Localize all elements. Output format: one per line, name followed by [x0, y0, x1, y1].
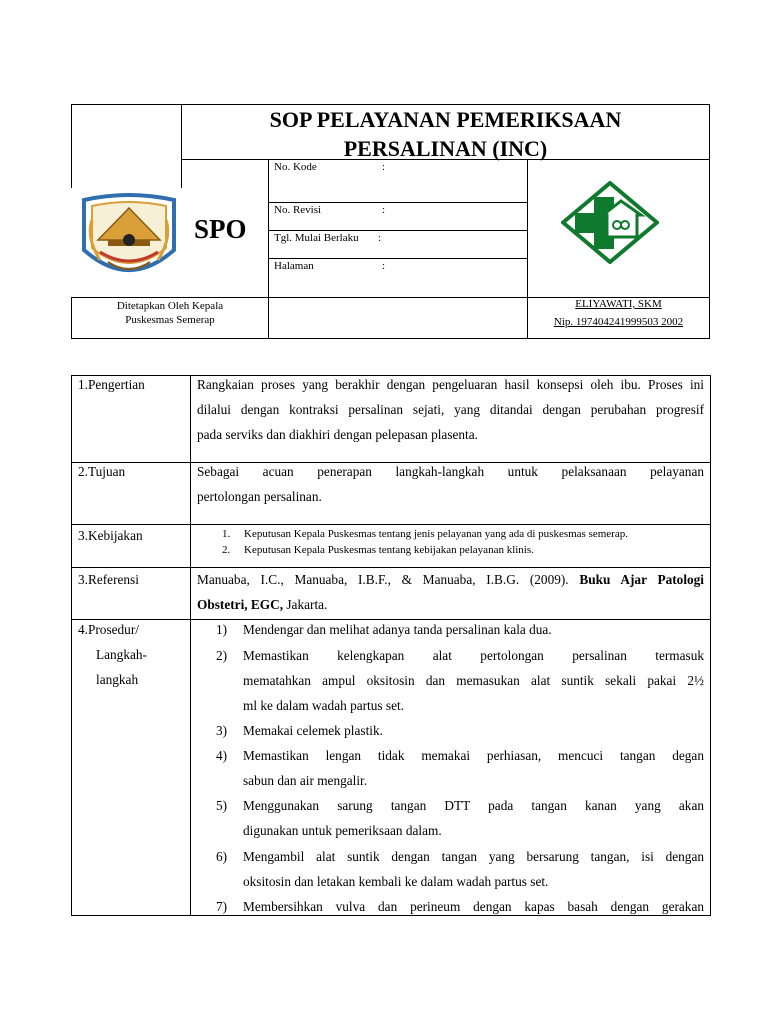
- kebijakan-item-2: Keputusan Kepala Puskesmas tentang kebijakan pelayanan klinis.: [244, 544, 534, 556]
- referensi-line-1: [197, 567, 704, 592]
- signer-name: ELIYAWATI, SKM: [575, 298, 662, 310]
- step-3-num: 3): [216, 723, 228, 738]
- kebijakan-item-2-num: 2.: [222, 544, 231, 556]
- kebijakan-item-1-num: 1.: [222, 528, 231, 540]
- step-3-line-1: Memakai celemek plastik.: [243, 723, 383, 738]
- step-1-num: 1): [216, 622, 228, 637]
- step-2-line-1: Memastikan kelengkapan alat pertolongan persalinan termasuk: [243, 648, 704, 663]
- kebijakan-item-1: Keputusan Kepala Puskesmas tentang jenis pelayanan yang ada di puskesmas semerap.: [244, 528, 628, 540]
- step-7-line-1: Membersihkan vulva dan perineum dengan kapas basah dengan gerakan: [243, 899, 704, 914]
- field-no-kode-label: No. Kode: [274, 161, 317, 173]
- ditetapkan-line-2: Puskesmas Semerap: [125, 314, 215, 326]
- puskesmas-logo: [561, 181, 659, 264]
- step-6-line-1: Mengambil alat suntik dengan tangan yang bersarung tangan, isi dengan: [243, 849, 704, 864]
- referensi-text-tail: Jakarta.: [283, 597, 328, 612]
- step-7-num: 7): [216, 899, 228, 914]
- step-2-line-3: ml ke dalam wadah partus set.: [243, 698, 404, 713]
- step-4-line-2: sabun dan air mengalir.: [243, 773, 368, 788]
- pengertian-label: 1.Pengertian: [78, 377, 145, 392]
- field-no-revisi-colon: :: [382, 204, 386, 216]
- step-5-num: 5): [216, 798, 228, 813]
- step-1-line-1: Mendengar dan melihat adanya tanda persalinan kala dua.: [243, 622, 552, 637]
- pengertian-line-2: dilalui dengan kontraksi persalinan sejati, yang ditandai dengan perubahan progresif: [197, 402, 704, 417]
- step-2-num: 2): [216, 648, 228, 663]
- referensi-line-2: [197, 592, 327, 617]
- signer-nip: Nip. 197404241999503 2002: [553, 316, 684, 328]
- field-tgl-mulai-colon: :: [378, 232, 382, 244]
- title-line-2: PERSALINAN (INC): [343, 136, 548, 161]
- referensi-book-title-1: Buku Ajar Patologi: [579, 572, 704, 587]
- referensi-text-plain: Manuaba, I.C., Manuaba, I.B.F., & Manuaba, I.B.G. (2009).: [197, 572, 580, 587]
- field-tgl-mulai-label: Tgl. Mulai Berlaku: [274, 232, 359, 244]
- tujuan-line-2: pertolongan persalinan.: [197, 489, 322, 504]
- step-5-line-2: digunakan untuk pemeriksaan dalam.: [243, 823, 442, 838]
- pengertian-line-1: Rangkaian proses yang berakhir dengan pengeluaran hasil konsepsi oleh ibu. Proses ini: [197, 377, 704, 392]
- prosedur-label-2: Langkah-: [96, 647, 147, 662]
- referensi-label: 3.Referensi: [78, 572, 139, 587]
- step-6-line-2: oksitosin dan letakan kembali ke dalam wadah partus set.: [243, 874, 549, 889]
- spo-label: SPO: [194, 214, 247, 244]
- kebijakan-label: 3.Kebijakan: [78, 528, 143, 543]
- step-4-num: 4): [216, 748, 228, 763]
- step-6-num: 6): [216, 849, 228, 864]
- step-4-line-1: Memastikan lengan tidak memakai perhiasan, mencuci tangan degan: [243, 748, 704, 763]
- ditetapkan-line-1: Ditetapkan Oleh Kepala: [116, 300, 224, 312]
- step-5-line-1: Menggunakan sarung tangan DTT pada tangan kanan yang akan: [243, 798, 704, 813]
- document-title: [182, 105, 709, 163]
- field-halaman-label: Halaman: [274, 260, 314, 272]
- prosedur-label-3: langkah: [96, 672, 139, 687]
- pengertian-line-3: pada serviks dan diakhiri dengan pelepasan plasenta.: [197, 427, 478, 442]
- prosedur-label-1: 4.Prosedur/: [78, 622, 139, 637]
- field-no-revisi-label: No. Revisi: [274, 204, 322, 216]
- field-no-kode-colon: :: [382, 161, 386, 173]
- tujuan-line-1: Sebagai acuan penerapan langkah-langkah untuk pelaksanaan pelayanan: [197, 464, 704, 479]
- field-halaman-colon: :: [382, 260, 386, 272]
- step-2-line-2: mematahkan ampul oksitosin dan memasukan alat suntik sekali pakai 2½: [243, 673, 704, 688]
- regional-emblem-logo: [78, 190, 180, 286]
- referensi-book-title-2: Obstetri, EGC,: [197, 597, 284, 612]
- tujuan-label: 2.Tujuan: [78, 464, 126, 479]
- title-line-1: SOP PELAYANAN PEMERIKSAAN: [269, 107, 622, 132]
- ditetapkan-text: [72, 299, 268, 327]
